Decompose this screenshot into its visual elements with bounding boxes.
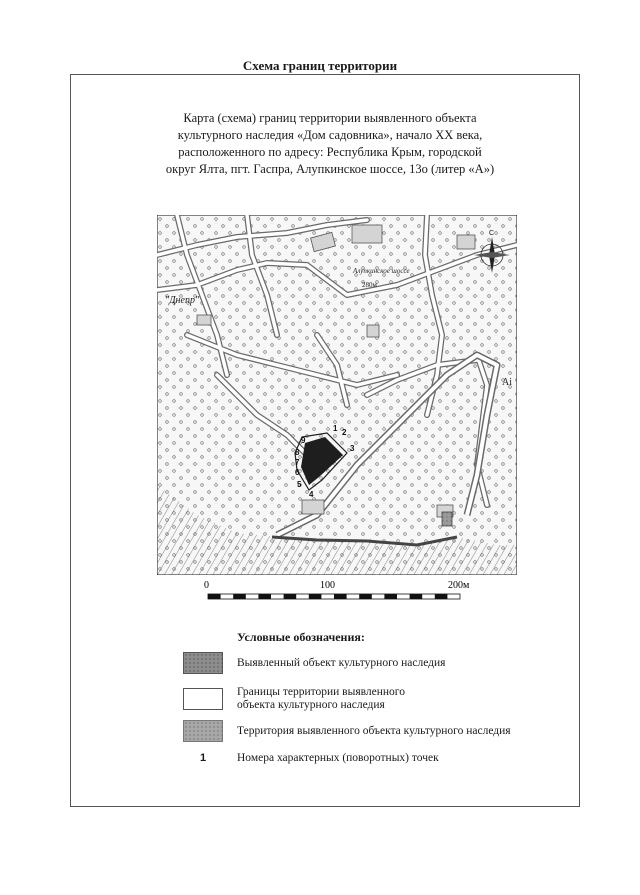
turning-point-5: 5	[297, 480, 302, 489]
caption-line-4: округ Ялта, пгт. Гаспра, Алупкинское шоссе, 13о (литер «А»)	[165, 162, 495, 176]
turning-point-1: 1	[333, 424, 338, 433]
legend-label-boundary-1: Границы территории выявленного	[237, 686, 405, 698]
turning-point-7: 7	[295, 458, 300, 467]
vegetation-pattern	[157, 215, 517, 575]
turning-point-8: 8	[295, 448, 300, 457]
scale-tick-100: 100	[320, 580, 335, 591]
legend-item-territory	[183, 720, 511, 742]
label-dnepr: "Днепр"	[165, 295, 200, 306]
turning-point-3: 3	[350, 444, 355, 453]
scale-bar	[200, 578, 470, 608]
legend-label-object: Выявленный объект культурного наследия	[237, 657, 446, 669]
caption-line-2: культурного наследия «Дом садовника», начало XX века,	[177, 128, 483, 142]
legend-key-number: 1	[199, 752, 207, 764]
turning-point-9: 9	[301, 436, 306, 445]
legend-label-points: Номера характерных (поворотных) точек	[237, 752, 439, 764]
scale-tick-0: 0	[204, 580, 209, 591]
legend-label-territory: Территория выявленного объекта культурного наследия	[237, 725, 511, 737]
small-object-gray	[442, 512, 452, 526]
turning-point-2: 2	[342, 428, 347, 437]
legend-item-points	[183, 752, 439, 764]
label-road-elevation: 280м	[362, 281, 377, 289]
map-caption	[130, 110, 530, 178]
turning-point-4: 4	[309, 490, 314, 499]
map-svg	[157, 215, 517, 575]
north-label: С	[489, 230, 495, 237]
caption-line-1: Карта (схема) границ территории выявленного объекта	[183, 111, 477, 125]
label-zone-a: Ai	[502, 377, 512, 388]
caption-line-3: расположенного по адресу: Республика Крым, городской	[178, 145, 482, 159]
legend-label-boundary-2: объекта культурного наследия	[237, 699, 385, 711]
legend-swatch-object	[183, 652, 223, 674]
legend-swatch-territory	[183, 720, 223, 742]
boundary-map	[157, 215, 517, 575]
scale-tick-200: 200м	[448, 580, 470, 591]
legend-swatch-boundary	[183, 688, 223, 710]
legend-item-boundary	[183, 686, 405, 712]
turning-point-6: 6	[295, 468, 300, 477]
legend-title: Условные обозначения:	[237, 630, 365, 644]
legend-item-object	[183, 652, 445, 674]
document-title: Схема границ территории	[242, 58, 398, 73]
label-alupka-road: Алупкинское шоссе	[353, 267, 410, 275]
